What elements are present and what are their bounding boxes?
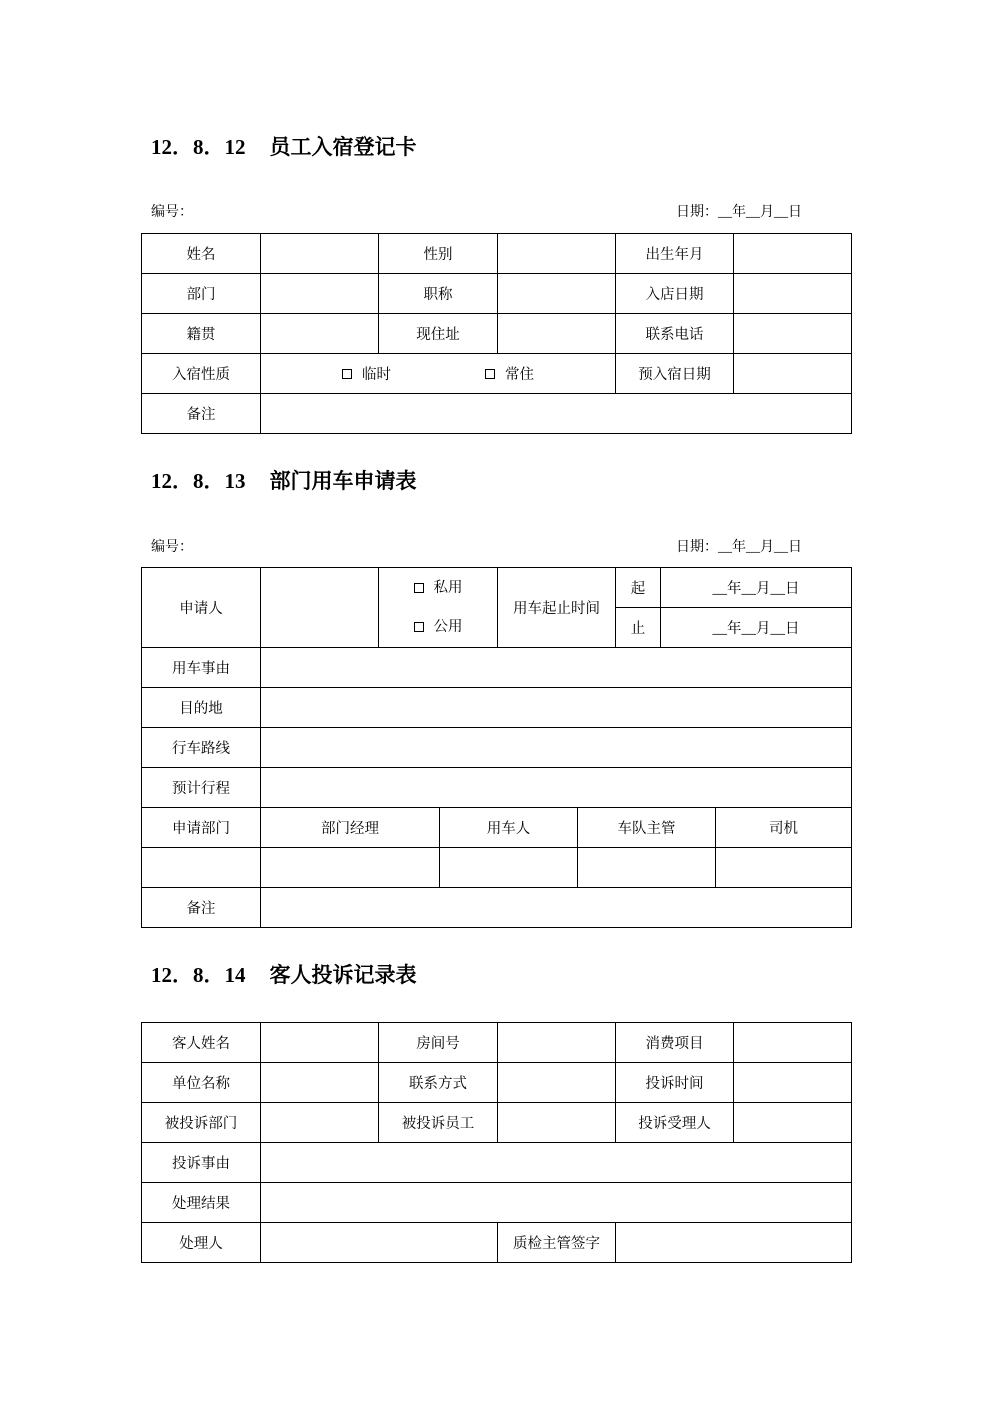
section-title-guest-complaint xyxy=(151,962,417,988)
label-reason: 用车事由 xyxy=(142,648,261,688)
label-name: 姓名 xyxy=(142,234,261,274)
label-period: 用车起止时间 xyxy=(498,568,616,648)
label-contact: 联系方式 xyxy=(379,1063,498,1103)
table-row xyxy=(142,1183,852,1223)
date-label: 日期：__年__月__日 xyxy=(676,205,802,220)
table-row xyxy=(142,1223,852,1263)
guest-name-value-cell xyxy=(261,1023,379,1063)
option-label: 私用 xyxy=(433,579,463,596)
table-row xyxy=(142,274,852,314)
complained-staff-value-cell xyxy=(498,1103,616,1143)
section-number: 12．8．13 xyxy=(151,469,246,493)
table-row xyxy=(142,688,852,728)
remarks-value-cell xyxy=(261,888,852,928)
expected-date-value-cell xyxy=(734,354,852,394)
room-no-value-cell xyxy=(498,1023,616,1063)
consumption-value-cell xyxy=(734,1023,852,1063)
checkbox-icon xyxy=(414,622,424,632)
table-row xyxy=(142,234,852,274)
option-label: 临时 xyxy=(362,367,391,383)
label-gender: 性别 xyxy=(379,234,498,274)
applicant-value-cell xyxy=(261,568,379,648)
table-row xyxy=(142,314,852,354)
driver-value-cell xyxy=(716,848,852,888)
job-title-value-cell xyxy=(498,274,616,314)
table-row xyxy=(142,848,852,888)
form-meta-row xyxy=(151,539,802,557)
checkbox-icon xyxy=(414,583,424,593)
label-applicant: 申请人 xyxy=(142,568,261,648)
label-itinerary: 预计行程 xyxy=(142,768,261,808)
complained-dept-value-cell xyxy=(261,1103,379,1143)
itinerary-value-cell xyxy=(261,768,852,808)
label-complained-dept: 被投诉部门 xyxy=(142,1103,261,1143)
matter-value-cell xyxy=(261,1143,852,1183)
handler-value-cell xyxy=(261,1223,498,1263)
section-name: 客人投诉记录表 xyxy=(269,963,417,987)
label-job-title: 职称 xyxy=(379,274,498,314)
receiver-value-cell xyxy=(734,1103,852,1143)
label-address: 现住址 xyxy=(379,314,498,354)
label-company: 单位名称 xyxy=(142,1063,261,1103)
address-value-cell xyxy=(498,314,616,354)
label-room-no: 房间号 xyxy=(379,1023,498,1063)
label-receiver: 投诉受理人 xyxy=(616,1103,734,1143)
name-value-cell xyxy=(261,234,379,274)
contact-value-cell xyxy=(498,1063,616,1103)
form-meta-row xyxy=(151,204,802,222)
table-row xyxy=(142,728,852,768)
serial-label: 编号： xyxy=(151,205,193,220)
native-place-value-cell xyxy=(261,314,379,354)
label-birth: 出生年月 xyxy=(616,234,734,274)
vehicle-request-table xyxy=(141,567,852,928)
vehicle-user-value-cell xyxy=(440,848,578,888)
label-result: 处理结果 xyxy=(142,1183,261,1223)
table-row xyxy=(142,1143,852,1183)
section-number: 12．8．12 xyxy=(151,135,246,159)
label-driver: 司机 xyxy=(716,808,852,848)
section-name: 员工入宿登记卡 xyxy=(269,135,417,159)
table-row xyxy=(142,888,852,928)
table-row xyxy=(142,1063,852,1103)
table-row xyxy=(142,1103,852,1143)
label-check-in-date: 入店日期 xyxy=(616,274,734,314)
lodging-type-options xyxy=(261,363,615,384)
table-row xyxy=(142,648,852,688)
label-fleet-supervisor: 车队主管 xyxy=(578,808,716,848)
label-consumption: 消费项目 xyxy=(616,1023,734,1063)
label-lodging-type: 入宿性质 xyxy=(142,354,261,394)
result-value-cell xyxy=(261,1183,852,1223)
dept-manager-value-cell xyxy=(261,848,440,888)
route-value-cell xyxy=(261,728,852,768)
option-permanent xyxy=(485,363,534,384)
phone-value-cell xyxy=(734,314,852,354)
option-public xyxy=(379,608,497,647)
label-applying-dept: 申请部门 xyxy=(142,808,261,848)
applying-dept-value-cell xyxy=(142,848,261,888)
staff-lodging-table xyxy=(141,233,852,434)
option-private xyxy=(379,569,497,608)
label-complaint-time: 投诉时间 xyxy=(616,1063,734,1103)
gender-value-cell xyxy=(498,234,616,274)
label-native-place: 籍贯 xyxy=(142,314,261,354)
serial-label: 编号： xyxy=(151,540,193,555)
reason-value-cell xyxy=(261,648,852,688)
label-remarks: 备注 xyxy=(142,394,261,434)
section-title-vehicle-request xyxy=(151,468,417,494)
label-end: 止 xyxy=(616,608,661,648)
label-department: 部门 xyxy=(142,274,261,314)
destination-value-cell xyxy=(261,688,852,728)
end-date-cell: __年__月__日 xyxy=(661,608,852,648)
table-row xyxy=(142,768,852,808)
option-label: 公用 xyxy=(433,618,463,635)
option-temporary xyxy=(342,363,391,384)
table-row xyxy=(142,568,852,608)
label-handler: 处理人 xyxy=(142,1223,261,1263)
lodging-type-options-cell xyxy=(261,354,616,394)
label-route: 行车路线 xyxy=(142,728,261,768)
date-label: 日期：__年__月__日 xyxy=(676,540,802,555)
table-row xyxy=(142,394,852,434)
section-number: 12．8．14 xyxy=(151,963,246,987)
table-row xyxy=(142,354,852,394)
label-matter: 投诉事由 xyxy=(142,1143,261,1183)
complaint-time-value-cell xyxy=(734,1063,852,1103)
label-qc-signature: 质检主管签字 xyxy=(498,1223,616,1263)
checkbox-icon xyxy=(342,369,352,379)
company-value-cell xyxy=(261,1063,379,1103)
fleet-supervisor-value-cell xyxy=(578,848,716,888)
remarks-value-cell xyxy=(261,394,852,434)
label-vehicle-user: 用车人 xyxy=(440,808,578,848)
label-complained-staff: 被投诉员工 xyxy=(379,1103,498,1143)
birth-value-cell xyxy=(734,234,852,274)
section-name: 部门用车申请表 xyxy=(269,469,417,493)
start-date-cell: __年__月__日 xyxy=(661,568,852,608)
department-value-cell xyxy=(261,274,379,314)
label-remarks: 备注 xyxy=(142,888,261,928)
table-row xyxy=(142,808,852,848)
usage-type-cell xyxy=(379,568,498,648)
label-guest-name: 客人姓名 xyxy=(142,1023,261,1063)
checkbox-icon xyxy=(485,369,495,379)
qc-signature-value-cell xyxy=(616,1223,852,1263)
table-row xyxy=(142,1023,852,1063)
label-expected-date: 预入宿日期 xyxy=(616,354,734,394)
section-title-staff-lodging xyxy=(151,134,417,160)
check-in-date-value-cell xyxy=(734,274,852,314)
label-phone: 联系电话 xyxy=(616,314,734,354)
label-start: 起 xyxy=(616,568,661,608)
option-label: 常住 xyxy=(505,367,534,383)
label-destination: 目的地 xyxy=(142,688,261,728)
guest-complaint-table xyxy=(141,1022,852,1263)
label-dept-manager: 部门经理 xyxy=(261,808,440,848)
